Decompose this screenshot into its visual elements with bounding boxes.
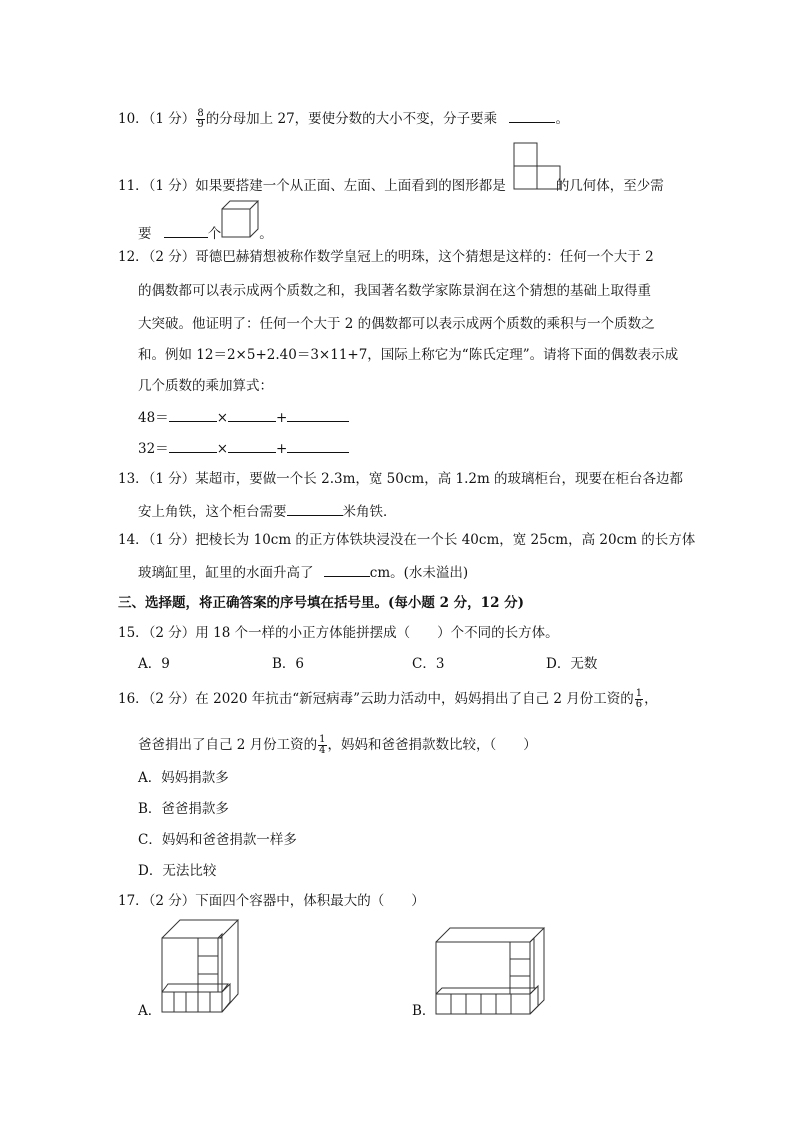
q12-line2: 的偶数都可以表示成两个质数之和，我国著名数学家陈景润在这个猜想的基础上取得重 — [138, 283, 651, 299]
q16-fraction-2: $\frac{1}{4}$ — [319, 734, 326, 756]
q14-line1: 14．（1 分）把棱长为 10cm 的正方体铁块浸没在一个长 40cm，宽 25cm，高 20cm 的长方体 — [118, 532, 696, 548]
question-11-line2: 要 个 。 — [138, 223, 273, 243]
container-b-figure — [434, 926, 548, 1016]
q10-text: 的分母加上 27，要使分数的大小不变，分子要乘 — [205, 111, 498, 127]
q17-option-b[interactable]: B． — [412, 1003, 436, 1019]
q16-option-d[interactable]: D．无法比较 — [138, 863, 217, 879]
question-10: 10．（1 分） $\frac{8}{9}$ 的分母加上 27，要使分数的大小不变，分子要乘 。 — [118, 108, 569, 130]
container-a-figure — [160, 918, 242, 1014]
q12-line4: 和。例如 12＝2×5+2.40＝3×11+7，国际上称它为“陈氏定理”。请将下面的偶数表示成 — [138, 347, 679, 363]
q16-line1: 16．（2 分）在 2020 年抗击“新冠病毒”云助力活动中，妈妈捐出了自己 2 月份工资的 $\frac{1}{6}$ ， — [118, 688, 658, 710]
q10-answer-blank[interactable] — [509, 108, 555, 123]
q12-equation-32: 32＝ × + — [138, 438, 349, 458]
q15-option-d[interactable]: D．无数 — [546, 656, 598, 672]
q16-option-b[interactable]: B．爸爸捐款多 — [138, 801, 229, 817]
q11-text-a: 11．（1 分）如果要搭建一个从正面、左面、上面看到的图形都是 — [118, 178, 506, 194]
q12-line3: 大突破。他证明了：任何一个大于 2 的偶数都可以表示成两个质数的乘积与一个质数之 — [138, 316, 655, 332]
q14-answer-blank[interactable] — [324, 562, 370, 577]
q15-option-a[interactable]: A．9 — [138, 656, 170, 672]
q12-32-blank-2[interactable] — [228, 438, 276, 453]
q12-48-blank-2[interactable] — [228, 407, 276, 422]
q13-line1: 13．（1 分）某超市，要做一个长 2.3m，宽 50cm，高 1.2m 的玻璃柜台，现要在柜台各边都 — [118, 471, 684, 487]
q16-line2: 爸爸捐出了自己 2 月份工资的 $\frac{1}{4}$ ，妈妈和爸爸捐款数比较，（ ） — [138, 734, 537, 756]
q13-answer-blank[interactable] — [287, 501, 343, 516]
q10-prefix: 10．（1 分） — [118, 111, 196, 127]
q12-equation-48: 48＝ × + — [138, 407, 349, 427]
q15-option-b[interactable]: B．6 — [272, 656, 305, 672]
q13-line2: 安上角铁，这个柜台需要 米角铁． — [138, 501, 397, 521]
q14-line2: 玻璃缸里，缸里的水面升高了 cm。(水未溢出) — [138, 562, 468, 582]
q12-line5: 几个质数的乘加算式： — [138, 378, 273, 394]
q11-text-b: 的几何体，至少需 — [555, 178, 664, 194]
q12-32-blank-3[interactable] — [287, 438, 349, 453]
q12-48-blank-1[interactable] — [169, 407, 217, 422]
q17-stem: 17．（2 分）下面四个容器中，体积最大的（ ） — [118, 893, 425, 909]
q12-32-blank-1[interactable] — [169, 438, 217, 453]
cube-figure — [221, 200, 261, 240]
question-11-line1 — [118, 177, 664, 195]
section-3-heading: 三、选择题，将正确答案的序号填在括号里。(每小题 2 分，12 分) — [118, 595, 525, 611]
q16-option-c[interactable]: C．妈妈和爸爸捐款一样多 — [138, 832, 297, 848]
q16-option-a[interactable]: A．妈妈捐款多 — [138, 770, 229, 786]
q12-48-blank-3[interactable] — [287, 407, 349, 422]
q11-answer-blank[interactable] — [164, 223, 208, 238]
q12-line1: 12．（2 分）哥德巴赫猜想被称作数学皇冠上的明珠，这个猜想是这样的：任何一个大于 2 — [118, 249, 654, 265]
q15-stem: 15．（2 分）用 18 个一样的小正方体能拼摆成（ ）个不同的长方体。 — [118, 625, 559, 641]
q15-option-c[interactable]: C．3 — [412, 656, 445, 672]
q10-fraction: $\frac{8}{9}$ — [197, 108, 204, 130]
three-view-shape-figure — [513, 142, 563, 190]
q17-option-a[interactable]: A． — [138, 1003, 162, 1019]
q16-fraction-1: $\frac{1}{6}$ — [635, 688, 643, 710]
